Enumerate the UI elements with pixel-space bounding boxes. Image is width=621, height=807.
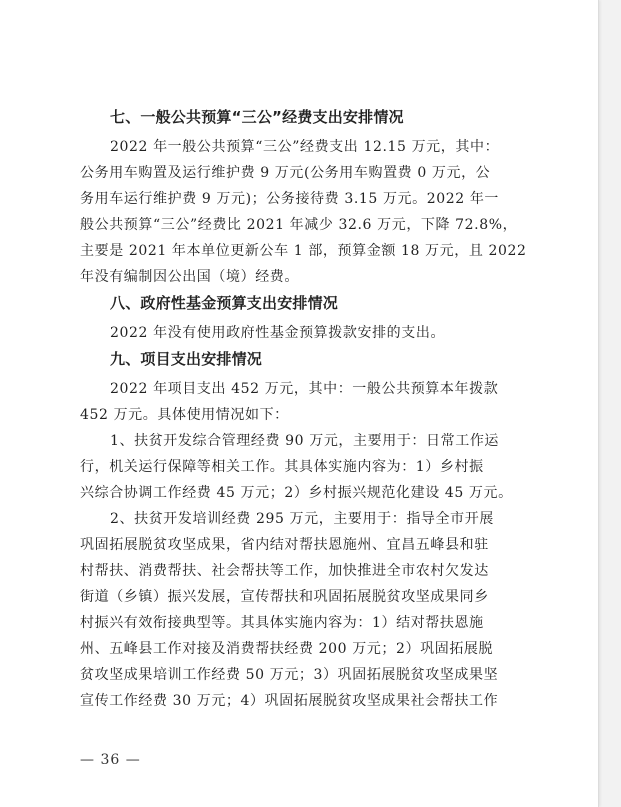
text-line: 般公共预算“三公”经费比 2021 年减少 32.6 万元，下降 72.8%， bbox=[80, 217, 518, 233]
section-9-paragraph-1 bbox=[80, 376, 528, 428]
text-line: 街道（乡镇）振兴发展，宣传帮扶和巩固拓展脱贫攻坚成果同乡 bbox=[80, 589, 489, 605]
section-9-paragraph-3 bbox=[80, 506, 528, 714]
text-line: 年没有编制因公出国（境）经费。 bbox=[80, 269, 299, 285]
text-line: 州、五峰县工作对接及消费帮扶经费 200 万元；2）巩固拓展脱 bbox=[80, 641, 494, 657]
page-number: — 36 — bbox=[80, 752, 141, 768]
text-line: 务用车运行维护费 9 万元)；公务接待费 3.15 万元。2022 年一 bbox=[80, 191, 500, 207]
page-content bbox=[80, 106, 528, 714]
text-line: 2022 年没有使用政府性基金预算拨款安排的支出。 bbox=[110, 325, 446, 341]
text-line: 1、扶贫开发综合管理经费 90 万元，主要用于：日常工作运 bbox=[110, 433, 500, 449]
section-9-heading: 九、项目支出安排情况 bbox=[110, 350, 263, 368]
text-line: 贫攻坚成果培训工作经费 50 万元；3）巩固拓展脱贫攻坚成果坚 bbox=[80, 667, 499, 683]
text-line: 宣传工作经费 30 万元；4）巩固拓展脱贫攻坚成果社会帮扶工作 bbox=[80, 693, 499, 709]
text-line: 2、扶贫开发培训经费 295 万元，主要用于：指导全市开展 bbox=[110, 511, 494, 527]
section-7-heading: 七、一般公共预算“三公”经费支出安排情况 bbox=[110, 108, 404, 126]
section-9-paragraph-2 bbox=[80, 428, 528, 506]
text-line: 2022 年一般公共预算“三公”经费支出 12.15 万元，其中： bbox=[110, 139, 500, 155]
text-line: 主要是 2021 年本单位更新公车 1 部，预算金额 18 万元，且 2022 bbox=[80, 243, 527, 259]
text-line: 行，机关运行保障等相关工作。其具体实施内容为：1）乡村振 bbox=[80, 459, 484, 475]
section-8-heading: 八、政府性基金预算支出安排情况 bbox=[110, 294, 339, 312]
text-line: 村振兴有效衔接典型等。其具体实施内容为：1）结对帮扶恩施 bbox=[80, 615, 484, 631]
text-line: 巩固拓展脱贫攻坚成果，省内结对帮扶恩施州、宜昌五峰县和驻 bbox=[80, 537, 489, 553]
section-8-paragraph bbox=[80, 320, 528, 346]
text-line: 兴综合协调工作经费 45 万元；2）乡村振兴规范化建设 45 万元。 bbox=[80, 485, 513, 501]
text-line: 2022 年项目支出 452 万元，其中：一般公共预算本年拨款 bbox=[110, 381, 499, 397]
text-line: 公务用车购置及运行维护费 9 万元(公务用车购置费 0 万元，公 bbox=[80, 165, 491, 181]
text-line: 452 万元。具体使用情况如下： bbox=[80, 407, 289, 423]
section-7-paragraph bbox=[80, 134, 528, 290]
text-line: 村帮扶、消费帮扶、社会帮扶等工作，加快推进全市农村欠发达 bbox=[80, 563, 489, 579]
